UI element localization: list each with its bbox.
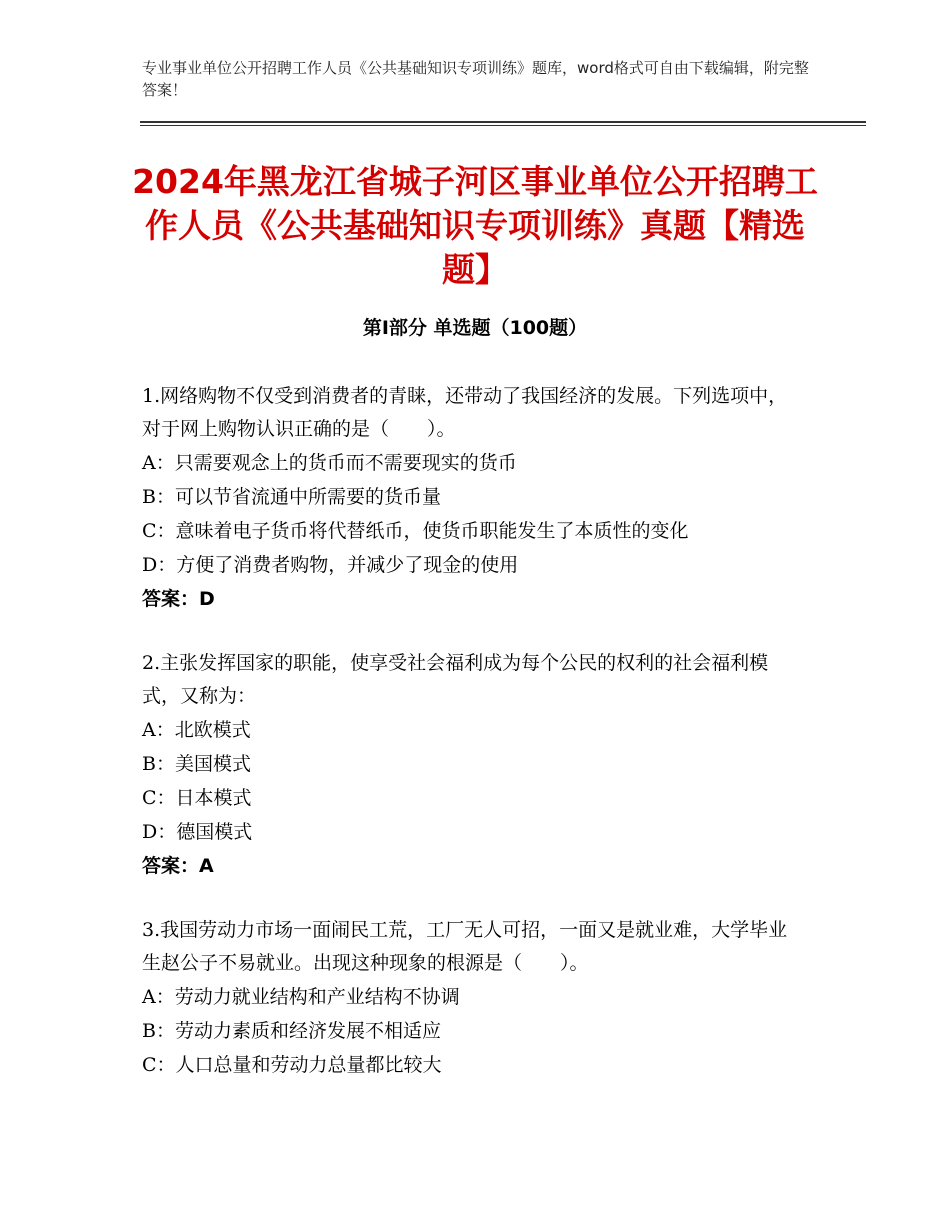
option-b: B：劳动力素质和经济发展不相适应 [142,1020,441,1042]
header-divider [140,121,866,123]
question-stem: 3.我国劳动力市场一面闹民工荒，工厂无人可招，一面又是就业难，大学毕业生赵公子不易就业。出现这种现象的根源是（ ）。 [142,919,788,974]
option-b: B：美国模式 [142,753,251,775]
question-list [142,380,802,1113]
answer-label: 答案：D [142,588,215,610]
answer-label: 答案：A [142,855,214,877]
option-b: B：可以节省流通中所需要的货币量 [142,486,441,508]
option-a: A：北欧模式 [142,719,251,741]
header-divider-thin [140,125,866,126]
option-c: C：意味着电子货币将代替纸币，使货币职能发生了本质性的变化 [142,520,689,542]
option-a: A：劳动力就业结构和产业结构不协调 [142,986,460,1008]
question-1 [142,380,802,616]
question-stem: 1.网络购物不仅受到消费者的青睐，还带动了我国经济的发展。下列选项中，对于网上购物认识正确的是（ ）。 [142,385,788,440]
option-d: D：方便了消费者购物，并减少了现金的使用 [142,554,519,576]
question-2 [142,647,802,883]
section-heading: 第Ⅰ部分 单选题（100题） [362,317,588,339]
option-d: D：德国模式 [142,821,253,843]
header-note: 专业事业单位公开招聘工作人员《公共基础知识专项训练》题库，word格式可自由下载编辑，附完整答案！ [142,59,809,99]
question-3 [142,914,802,1082]
option-c: C：日本模式 [142,787,252,809]
option-c: C：人口总量和劳动力总量都比较大 [142,1054,442,1076]
option-a: A：只需要观念上的货币而不需要现实的货币 [142,452,517,474]
document-title: 2024年黑龙江省城子河区事业单位公开招聘工作人员《公共基础知识专项训练》真题【精选题】 [132,162,818,289]
question-stem: 2.主张发挥国家的职能，使享受社会福利成为每个公民的权利的社会福利模式，又称为： [142,652,769,707]
